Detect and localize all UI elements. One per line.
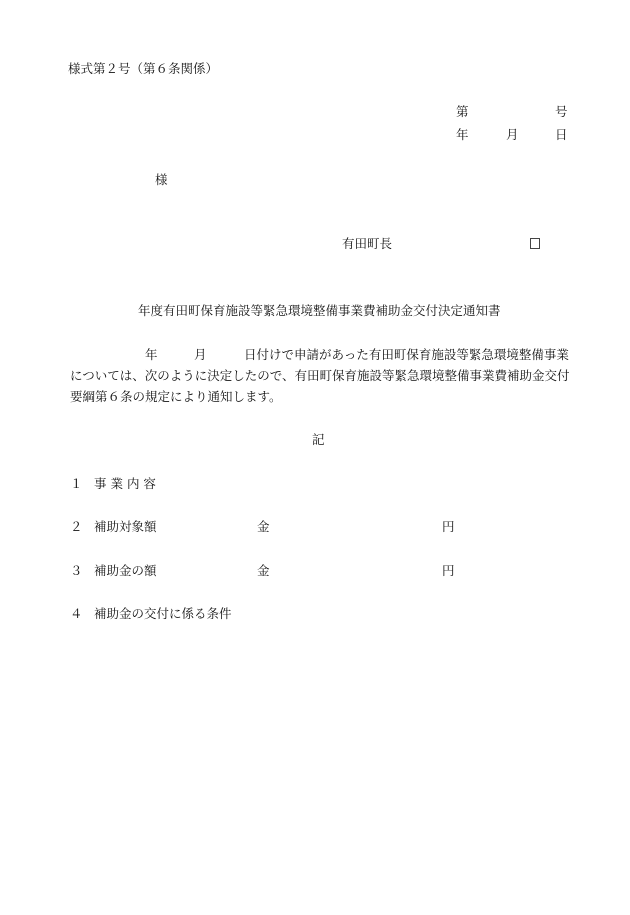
item-kin: 金 [257,563,270,578]
body-line3: 要綱第６条の規定により通知します。 [70,389,282,404]
item-kin: 金 [257,519,270,534]
date-year: 年 [456,127,469,142]
item-en: 円 [442,519,455,534]
doc-number-dai: 第 [456,104,469,119]
body-month: 月 [194,347,207,362]
date-month: 月 [506,127,519,142]
form-number: 様式第２号（第６条関係） [68,61,219,76]
item-number: ３ [70,563,83,578]
item-label: 事 業 内 容 [94,476,156,491]
body-line2: については、次のように決定したので、有田町保育施設等緊急環境整備事業費補助金交付 [70,368,570,383]
ki-label: 記 [312,432,325,447]
body-year: 年 [145,347,158,362]
sender-name: 有田町長 [342,236,393,251]
doc-number-go: 号 [555,104,568,119]
item-label: 補助金の額 [94,563,157,578]
item-en: 円 [442,563,455,578]
item-label: 補助対象額 [94,519,157,534]
item-number: １ [70,476,83,491]
item-number: ２ [70,519,83,534]
item-label: 補助金の交付に係る条件 [94,606,232,621]
date-day: 日 [555,127,568,142]
addressee-sama: 様 [155,172,168,187]
document-title: 年度有田町保育施設等緊急環境整備事業費補助金交付決定通知書 [138,303,501,318]
body-line1-rest: 日付けで申請があった有田町保育施設等緊急環境整備事業 [244,347,569,362]
item-number: ４ [70,606,83,621]
seal-mark [530,238,540,249]
